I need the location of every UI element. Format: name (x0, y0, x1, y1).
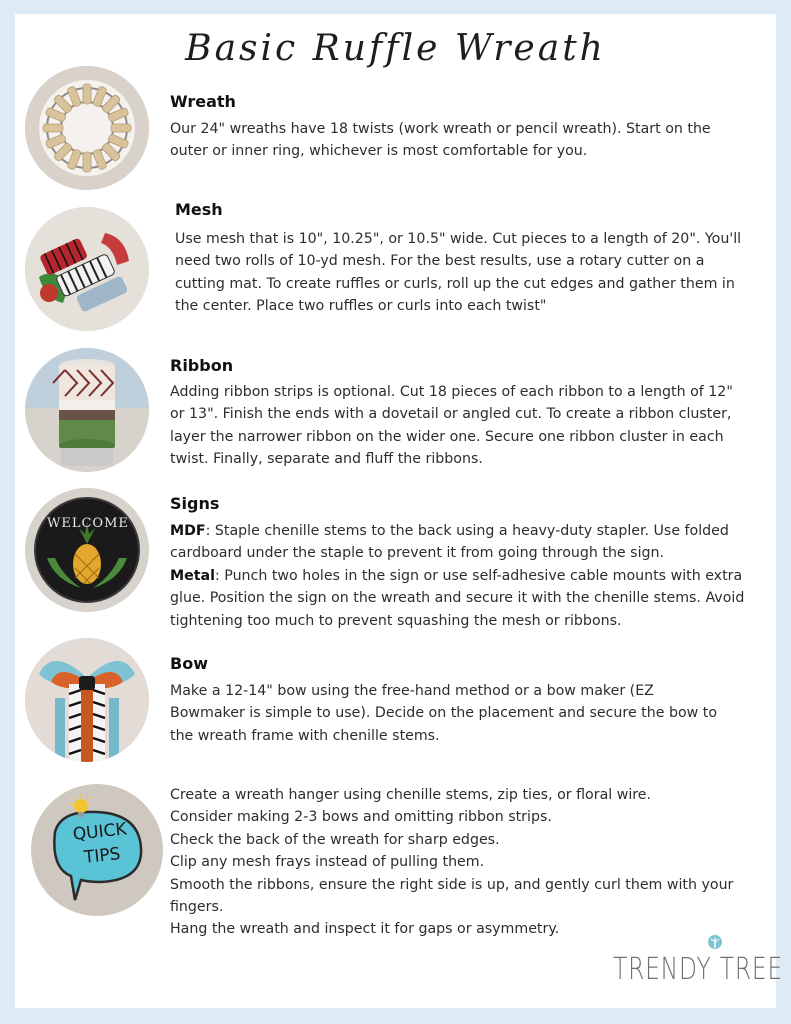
wreath-frame-image (25, 66, 149, 190)
tips-label: TIPS (83, 844, 122, 868)
tip-line: Consider making 2-3 bows and omitting ribbon strips. (170, 809, 552, 826)
text-line: Use mesh that is 10", 10.25", or 10.5" wide. Cut pieces to a length of 20". You'll (175, 231, 742, 247)
text-line: twist. Finally, separate and fluff the ribbons. (170, 451, 483, 468)
mdf-label: MDF (170, 523, 206, 539)
mesh-rolls-image (25, 207, 149, 331)
wreath-frame-icon (25, 66, 149, 190)
tip-line: Check the back of the wreath for sharp edges. (170, 831, 500, 848)
section-body-bow (170, 680, 717, 747)
text-line: glue. Position the sign on the wreath and secure it with the chenille stems. Avoid (170, 590, 745, 607)
section-body-mesh (175, 228, 741, 318)
ribbon-spools-icon (25, 348, 149, 472)
quick-tips-label (59, 816, 144, 872)
bow-icon (25, 638, 149, 762)
tree-leaf-icon (707, 934, 723, 950)
text-line: the wreath frame with chenille stems. (170, 727, 440, 744)
section-title-wreath: Wreath (170, 92, 236, 111)
welcome-sign-icon (25, 488, 149, 612)
page-title: Basic Ruffle Wreath (185, 28, 606, 69)
brand-logo (613, 934, 784, 994)
text-line: outer or inner ring, whichever is most comfortable for you. (170, 143, 588, 160)
text-line: the center. Place two ruffles or curls into each twist" (175, 298, 547, 315)
text-line: layer the narrower ribbon on the wider one. Secure one ribbon cluster in each (170, 428, 724, 445)
section-body-wreath (170, 118, 711, 163)
text-line: or 13". Finish the ends with a dovetail or angled cut. To create a ribbon cluster, (170, 406, 732, 423)
section-title-signs: Signs (170, 494, 220, 513)
tip-line: Smooth the ribbons, ensure the right side is up, and gently curl them with your (170, 876, 734, 893)
section-body-signs (170, 520, 744, 632)
mesh-rolls-icon (25, 207, 149, 331)
text-line (170, 565, 744, 587)
text-line: need two rolls of 10-yd mesh. For the best results, use a rotary cutter on a (175, 253, 705, 270)
section-title-ribbon: Ribbon (170, 356, 234, 375)
page (15, 14, 784, 1008)
ribbon-spools-image (25, 348, 149, 472)
metal-label: Metal (170, 567, 215, 584)
tip-line: Clip any mesh frays instead of pulling them. (170, 854, 485, 871)
section-title-bow: Bow (170, 654, 208, 673)
text-line: cutting mat. To create ruffles or curls, roll up the cut edges and gather them in (175, 275, 735, 292)
text-line: Our 24" wreaths have 18 twists (work wreath or pencil wreath). Start on the (170, 121, 711, 137)
tip-line: fingers. (170, 899, 224, 916)
section-title-mesh: Mesh (175, 200, 223, 219)
bow-image (25, 638, 149, 762)
text-line: Bowmaker is simple to use). Decide on the placement and secure the bow to (170, 705, 718, 722)
welcome-sign-text: WELCOME (47, 516, 129, 531)
text-line: Adding ribbon strips is optional. Cut 18 pieces of each ribbon to a length of 12" (170, 384, 733, 400)
logo-text: TRENDY TREE (613, 952, 784, 987)
text-line: cardboard under the staple to prevent it from going through the sign. (170, 545, 665, 562)
text-fragment: : Staple chenille stems to the back using a heavy-duty stapler. Use folded (205, 523, 729, 539)
tip-line: Create a wreath hanger using chenille stems, zip ties, or floral wire. (170, 787, 652, 803)
quick-label: QUICK (71, 819, 128, 845)
text-line: tightening too much to prevent squashing the mesh or ribbons. (170, 612, 622, 629)
text-fragment: : Punch two holes in the sign or use self-adhesive cable mounts with extra (214, 567, 743, 584)
welcome-sign-image (25, 488, 149, 612)
tip-line: Hang the wreath and inspect it for gaps or asymmetry. (170, 921, 560, 938)
quick-tips-list (170, 784, 733, 941)
text-line (170, 520, 744, 542)
text-line: Make a 12-14" bow using the free-hand method or a bow maker (EZ (170, 683, 654, 699)
section-body-ribbon (170, 381, 733, 471)
